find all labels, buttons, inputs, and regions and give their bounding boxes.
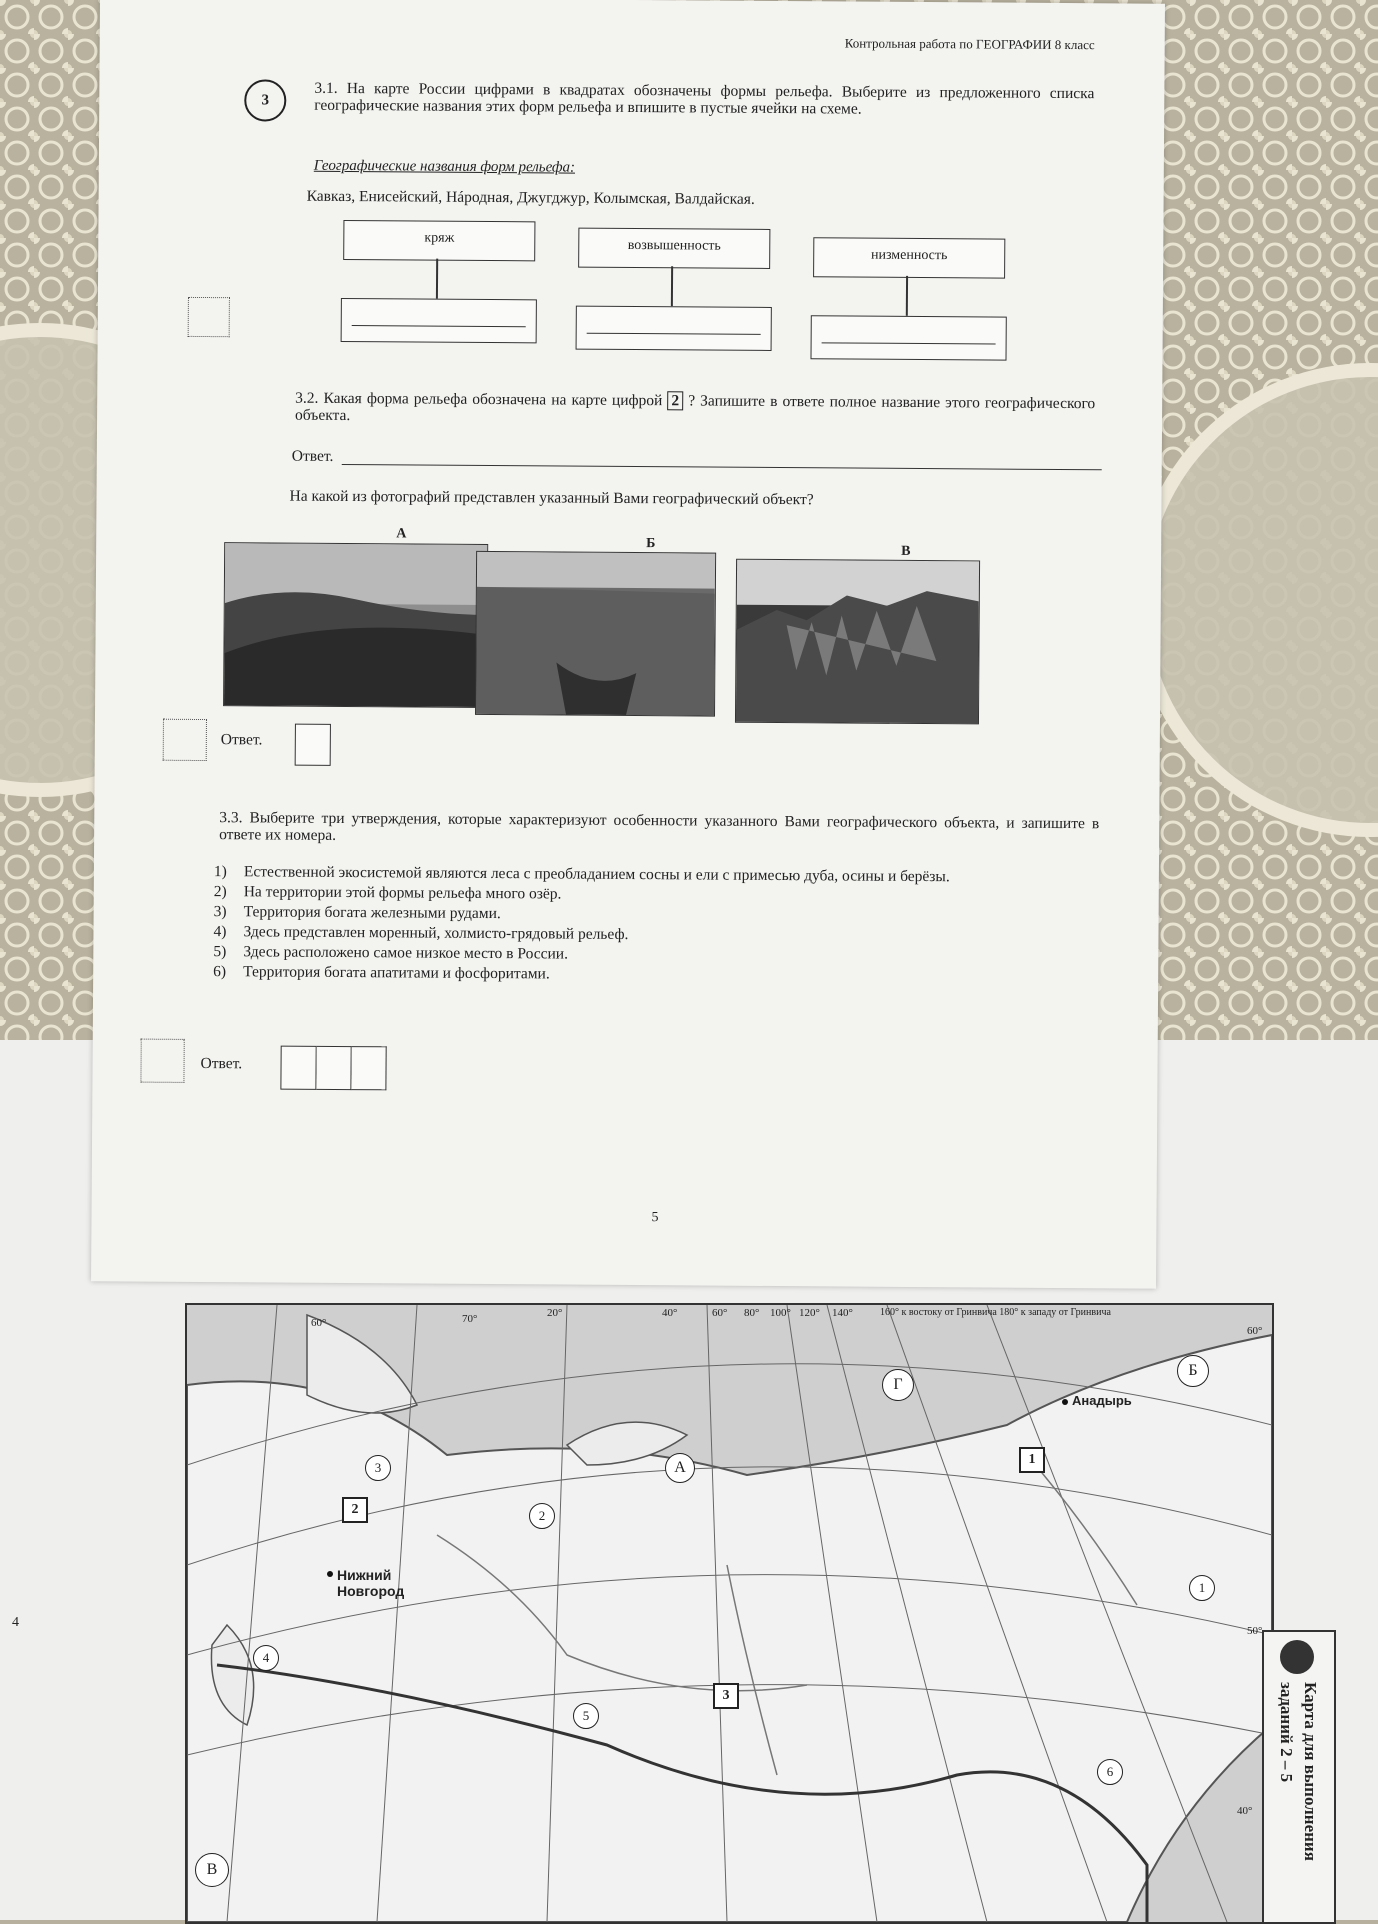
- legend-line-2: заданий 2 – 5: [1277, 1682, 1296, 1783]
- photo-answer-label: Ответ.: [220, 731, 263, 749]
- photo-a-hills: [223, 542, 488, 708]
- map-box-1: 1: [1019, 1447, 1045, 1473]
- answer-cell[interactable]: [316, 1046, 351, 1090]
- answer-cell-ridge[interactable]: [341, 298, 537, 343]
- scheme-upland-label: возвышенность: [578, 228, 770, 269]
- map-circle-4: 4: [253, 1645, 279, 1671]
- option-number: 3): [213, 903, 227, 921]
- q32-text-before: 3.2. Какая форма рельефа обозначена на карте цифрой: [295, 389, 663, 410]
- degree-label: 20°: [547, 1307, 563, 1319]
- answer-cell[interactable]: [351, 1046, 386, 1090]
- option-number: 4): [213, 923, 227, 941]
- score-box[interactable]: [188, 297, 230, 337]
- option-text: Здесь расположено самое низкое место в России.: [243, 943, 569, 963]
- city-nizhny-novgorod: Нижний Новгород: [337, 1567, 405, 1599]
- degree-label: 60°: [712, 1307, 728, 1319]
- names-list: Кавказ, Енисейский, Нáродная, Джугджур, Колымская, Валдайская.: [306, 187, 755, 208]
- photo-label-a: А: [396, 526, 407, 542]
- scheme-connector: [436, 259, 438, 299]
- map-letter-v: В: [195, 1853, 229, 1887]
- legend-line-1: Карта для выполнения: [1301, 1682, 1320, 1861]
- degree-label: 40°: [1237, 1805, 1253, 1817]
- answer-cell[interactable]: [280, 1046, 316, 1090]
- side-page-number: 4: [12, 1615, 19, 1630]
- names-title: Географические названия форм рельефа:: [313, 157, 576, 176]
- map-box-3: 3: [713, 1683, 739, 1709]
- option-number: 5): [213, 943, 227, 961]
- photo-b-plain: [475, 551, 716, 717]
- degree-label: 60°: [1247, 1325, 1263, 1337]
- map-circle-3: 3: [365, 1455, 391, 1481]
- russia-map: [185, 1303, 1274, 1924]
- answer-cell-lowland[interactable]: [810, 315, 1006, 360]
- photo-c-rocks: [735, 559, 980, 725]
- city-anadyr: Анадырь: [1072, 1393, 1132, 1408]
- worksheet-page: [91, 0, 1165, 1289]
- degree-label: 140°: [832, 1307, 853, 1319]
- degree-label: 40°: [662, 1307, 678, 1319]
- map-circle-1: 1: [1189, 1575, 1215, 1601]
- photo-label-c: В: [901, 543, 911, 559]
- q32-answer-line[interactable]: [342, 464, 1102, 470]
- map-letter-a: А: [665, 1453, 695, 1483]
- map-letter-b: Б: [1177, 1355, 1209, 1387]
- degree-label: 80°: [744, 1307, 760, 1319]
- option-text: Здесь представлен моренный, холмисто-грядовый рельеф.: [243, 923, 629, 943]
- map-letter-g: Г: [882, 1369, 914, 1401]
- option-text: На территории этой формы рельефа много озёр.: [243, 883, 562, 903]
- photo-question: На какой из фотографий представлен указанный Вами географический объект?: [289, 487, 814, 509]
- map-legend: [1262, 1630, 1336, 1924]
- photo-answer-cell[interactable]: [295, 724, 331, 766]
- option-number: 6): [213, 963, 227, 981]
- q32-answer-label: Ответ.: [291, 447, 334, 465]
- page-number: 5: [651, 1210, 659, 1226]
- map-circle-5: 5: [573, 1703, 599, 1729]
- scheme-connector: [906, 276, 908, 316]
- option-text: Естественной экосистемой являются леса с преобладанием сосны и ели с примесью дуба, осины и берёзы.: [243, 863, 950, 886]
- map-digit-box: 2: [667, 391, 683, 410]
- city-marker: [327, 1571, 333, 1577]
- page-header: Контрольная работа по ГЕОГРАФИИ 8 класс: [844, 35, 1095, 53]
- q33-answer-cells: [280, 1046, 386, 1091]
- q31-text: 3.1. На карте России цифрами в квадратах обозначены формы рельефа. Выберите из предложенного списка географические названия этих форм рельефа и впишите в пустые ячейки на схеме.: [314, 79, 1095, 118]
- q32-text-after: ? Запишите в ответе полное название этого географического объекта.: [295, 392, 1096, 425]
- q32-text: [295, 390, 1095, 430]
- meridian-note: 160° к востоку от Гринвича 180° к западу от Гринвича: [880, 1307, 1111, 1318]
- degree-label: 100°: [770, 1307, 791, 1319]
- map-circle-6: 6: [1097, 1759, 1123, 1785]
- q33-answer-label: Ответ.: [200, 1055, 243, 1073]
- degree-label: 120°: [799, 1307, 820, 1319]
- task-number: 3: [244, 79, 286, 121]
- score-box[interactable]: [163, 719, 207, 761]
- scheme-lowland-label: низменность: [813, 237, 1005, 278]
- option-text: Территория богата апатитами и фосфоритами.: [243, 963, 550, 983]
- q33-options: [213, 862, 1114, 988]
- degree-label: 60°: [311, 1317, 327, 1329]
- option-number: 2): [213, 883, 227, 901]
- q33-text: 3.3. Выберите три утверждения, которые характеризуют особенности указанного Вами географического объекта, и запишите в ответе их номера.: [219, 809, 1100, 844]
- option-text: Территория богата железными рудами.: [243, 903, 501, 923]
- answer-cell-upland[interactable]: [576, 306, 772, 351]
- scheme-ridge-label: кряж: [343, 220, 535, 261]
- degree-label: 50°: [1247, 1625, 1263, 1637]
- degree-label: 70°: [462, 1313, 478, 1325]
- city-marker: [1062, 1399, 1068, 1405]
- photo-label-b: Б: [646, 536, 656, 552]
- globe-icon: [1280, 1640, 1314, 1674]
- map-box-2: 2: [342, 1497, 368, 1523]
- map-circle-2: 2: [529, 1503, 555, 1529]
- option-number: 1): [213, 863, 227, 881]
- scheme-connector: [671, 266, 673, 306]
- score-box[interactable]: [140, 1039, 184, 1083]
